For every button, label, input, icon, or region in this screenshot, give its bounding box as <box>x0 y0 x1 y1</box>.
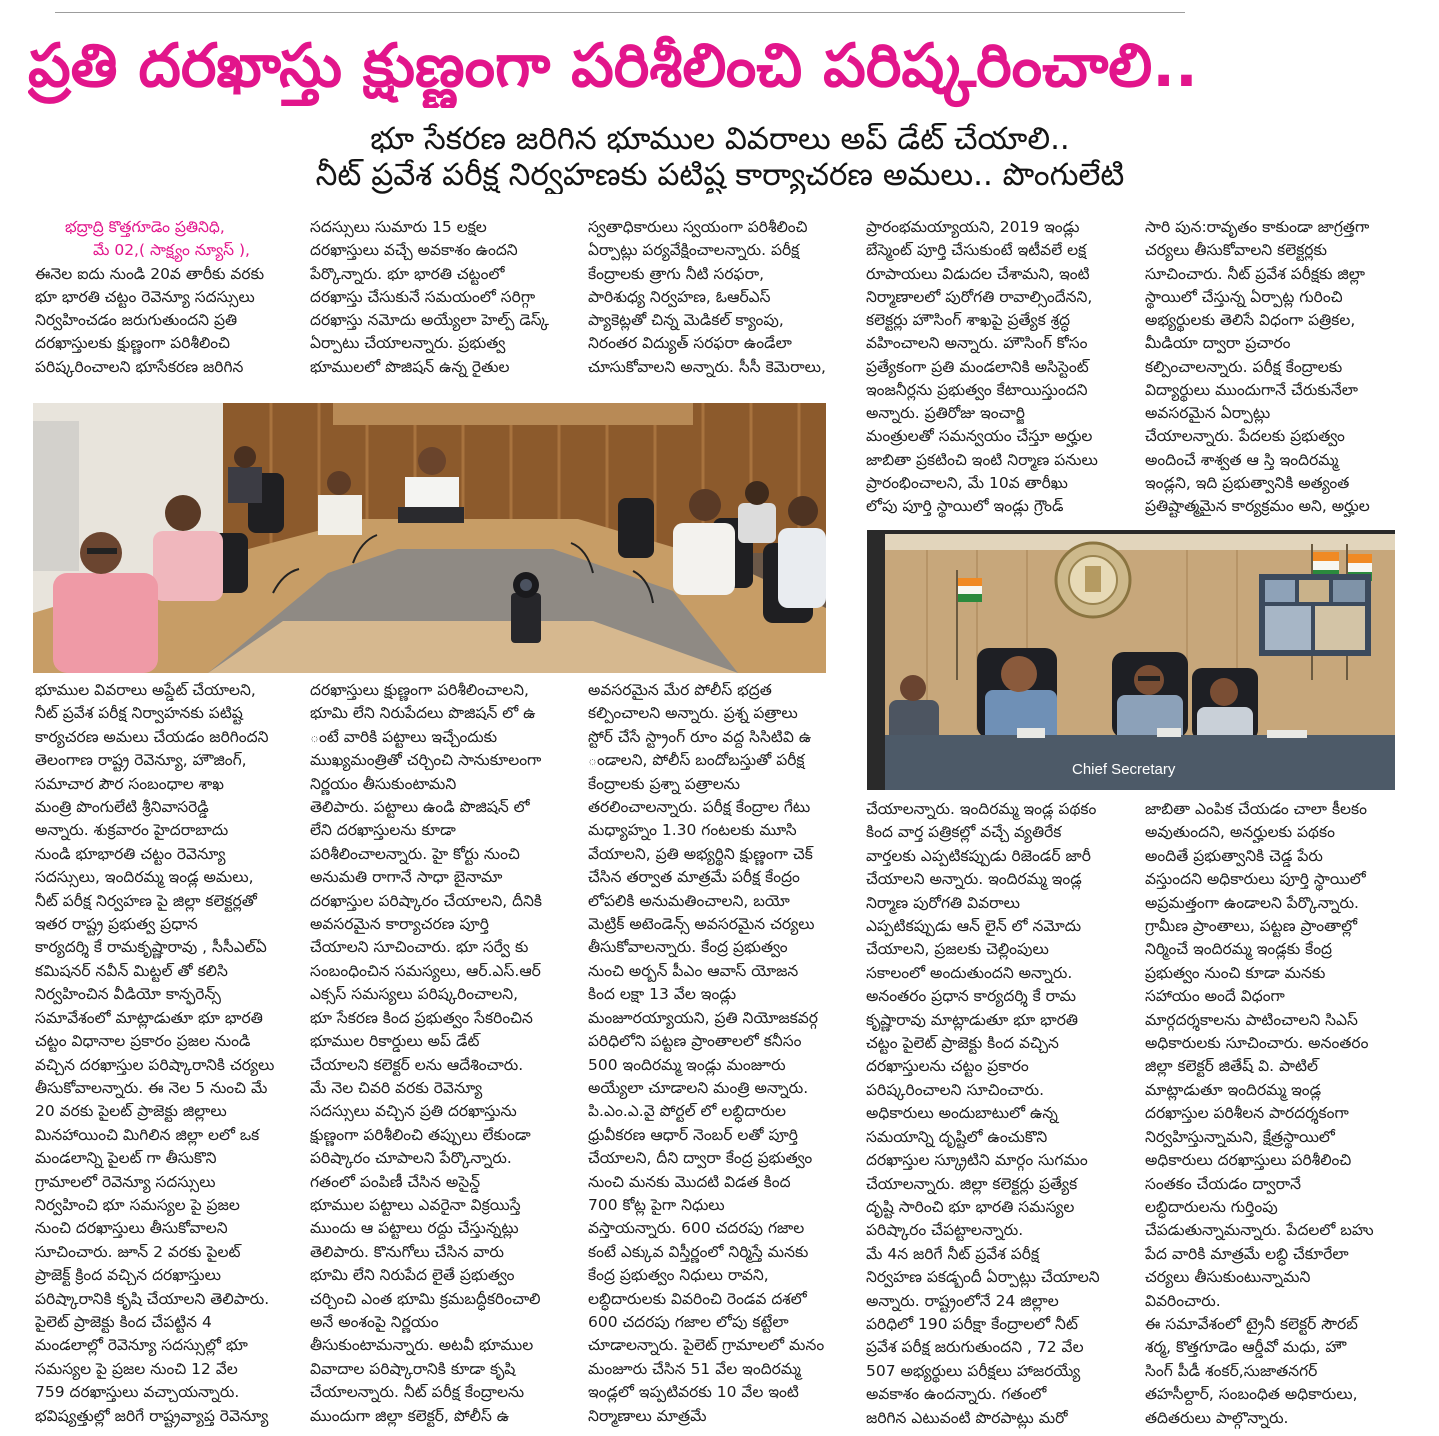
article-line: చేయాలని సూచించారు. భూ సర్వే కు <box>310 938 529 957</box>
ceiling <box>885 534 1395 550</box>
name-board <box>333 403 693 425</box>
article-line: పేద వారికి మాత్రమే లబ్ధి చేకూరేలా <box>1145 1244 1349 1263</box>
article-line: దరఖాస్తు నమోదు అయ్యేలా హెల్ప్ డెస్క్ <box>310 311 549 329</box>
article-line: అవసరమైన కార్యాచరణ పూర్తి <box>310 915 489 934</box>
article-line: స్టోర్ చేసే స్ట్రాంగ్ రూం వద్ద సిసిటివి ఉ <box>588 727 812 746</box>
article-line: గ్రామీణ ప్రాంతాలు, పట్టణ ప్రాంతాల్లో <box>1145 917 1358 936</box>
article-line: నీట్ ప్రవేశ పరీక్ష నిర్వాహనకు పటిష్ట <box>35 704 243 723</box>
column-5-bottom <box>1145 798 1401 1430</box>
article-line: గతంలో పంపిణీ చేసిన అసైన్డ్ <box>310 1172 481 1191</box>
article-line: ఇతర రాష్ట్ర ప్రభుత్వ ప్రధాన <box>35 915 198 934</box>
article-line: వచ్చిన దరఖాస్తుల పరిష్కారానికి చర్యలు <box>35 1055 275 1074</box>
article-line: అన్నారు. రాష్ట్రంలోనే 24 జిల్లాల <box>866 1291 1059 1310</box>
article-line: భూముల పట్టాలు ఎవరైనా విక్రయిస్తే <box>310 1195 521 1214</box>
article-line: 500 ఇందిరమ్మ ఇండ్లు మంజూరు <box>588 1055 786 1074</box>
article-line: స్వతాధికారులు స్వయంగా పరిశీలించి <box>588 218 808 236</box>
article-line: భూమి లేని నిరుపేద లైతే ప్రభుత్వం <box>310 1266 515 1285</box>
article-line: తహసీల్దార్, సంబంధిత అధికారులు, <box>1145 1385 1358 1404</box>
article-line: స్థాయిలో చేస్తున్న ఏర్పాట్ల గురించి <box>1145 287 1343 306</box>
subheadline-2: నీట్ ప్రవేశ పరీక్ష నిర్వహణకు పటిష్ట కార్యాచరణ అమలు.. పొంగులేటి <box>315 157 1125 193</box>
article-line: మంజూరయ్యాయని, ప్రతి నియోజకవర్గ <box>588 1008 818 1027</box>
article-line: జిల్లా కలెక్టర్ జితేష్ వి. పాటిల్ <box>1145 1057 1318 1076</box>
dateline <box>35 216 291 263</box>
column-1-top <box>35 263 291 379</box>
article-line: ఇండ్లని, ఇది ప్రభుత్వానికి అత్యంత <box>1145 473 1350 492</box>
article-line: పారిశుధ్య నిర్వహణ, ఓఆర్ఎస్ <box>588 287 771 306</box>
article-line: సూచించారు. నీట్ ప్రవేశ పరీక్షకు జిల్లా <box>1145 264 1365 283</box>
article-line: భూములలో పొజిషన్ ఉన్న రైతుల <box>310 357 510 376</box>
article-line: కార్యచరణ అమలు చేయడం జరిగిందని <box>35 727 269 746</box>
article-line: భద్రాద్రి కొత్తగూడెం ప్రతినిధి, <box>65 218 225 236</box>
article-line: సింగ్ పీడీ శంకర్,సుజాతనగర్ <box>1145 1361 1318 1380</box>
article-line: చూడాలన్నారు. పైలెట్ గ్రామాలలో మనం <box>588 1336 825 1355</box>
article-line: పరిష్కరించాలని సూచించారు. <box>866 1080 1044 1099</box>
article-line: భవిష్యత్తుల్లో జరిగే రాష్ట్రవ్యాప్త రెవెన్యూ <box>35 1406 269 1425</box>
article-line: ప్రారంభమయ్యాయని, 2019 ఇండ్లు <box>866 218 1080 236</box>
article-line: చర్యలు తీసుకుంటున్నామని <box>1145 1268 1311 1287</box>
article-line: చేయాలని కలెక్టర్ లను ఆదేశించారు. <box>310 1055 524 1074</box>
article-line: ఇంజనీర్లను ప్రభుత్వం కేటాయిస్తుందని <box>866 380 1088 399</box>
article-line: అధికారులు దరఖాస్తులు పరిశీలించి <box>1145 1151 1352 1170</box>
article-line: రూపాయలు విడుదల చేశామని, ఇంటి <box>866 264 1090 283</box>
article-line: తెలంగాణ రాష్ట్ర రెవెన్యూ, హౌజింగ్, <box>35 751 247 770</box>
article-line: సదస్సులు వచ్చిన ప్రతి దరఖాస్తును <box>310 1102 517 1121</box>
article-line: దరఖాస్తులు వచ్చే అవకాశం ఉందని <box>310 241 518 260</box>
article-line: ప్రత్యేకంగా ప్రతి మండలానికి అసిస్టెంట్ <box>866 357 1089 376</box>
article-line: తెలిపారు. కొనుగోలు చేసిన వారు <box>310 1242 504 1261</box>
article-line: కింద వార్త పత్రికల్లో వచ్చే వ్యతిరేక <box>866 823 1062 842</box>
article-line: చర్చించి ఎంత భూమి క్రమబద్ధీకరించాలి <box>310 1289 541 1308</box>
article-line: గ్రామాలలో రెవెన్యూ సదస్సులు <box>35 1172 216 1191</box>
article-line: దరఖాస్తులను చట్టం ప్రకారం <box>866 1057 1029 1076</box>
article-line: తీసుకోవాలన్నారు. కేంద్ర ప్రభుత్వం <box>588 938 788 957</box>
article-line: సమావేశంలో మాట్లాడుతూ భూ భారతి <box>35 1008 263 1027</box>
article-line: చేయాలన్నారు. ఇందిరమ్మ ఇండ్ల పథకం <box>866 800 1097 818</box>
article-line: నుండి భూభారతి చట్టం రెవెన్యూ <box>35 844 226 863</box>
article-line: మే నెల చివరి వరకు రెవెన్యూ <box>310 1078 483 1097</box>
article-line: లేని దరఖాస్తులను కూడా <box>310 821 456 840</box>
article-line: మాట్లాడుతూ ఇందిరమ్మ ఇండ్ల <box>1145 1080 1322 1099</box>
article-line: అవసరమైన మేర పోలీస్ భద్రత <box>588 681 772 699</box>
article-line: ండాలని, పోలీస్ బందోబస్తుతో పరీక్ష <box>588 751 805 770</box>
article-line: తీసుకుంటామన్నారు. అటవీ భూముల <box>310 1336 534 1355</box>
article-line: మంత్రి పొంగులేటి శ్రీనివాసరెడ్డి <box>35 798 209 817</box>
article-line: చేయాలన్నారు. నీట్ పరీక్ష కేంద్రాలను <box>310 1383 525 1402</box>
video-caption: Chief Secretary <box>1072 761 1176 778</box>
article-line: దరఖాస్తులకు క్షుణ్ణంగా పరిశీలించి <box>35 334 230 353</box>
article-line: చేయాలన్నారు. పేదలకు ప్రభుత్వం <box>1145 427 1345 446</box>
article-line: కంటే ఎక్కువ విస్తీర్ణంలో నిర్మిస్తే మనకు <box>588 1242 809 1261</box>
article-line: పరిష్కారం చేపట్టాలన్నారు. <box>866 1221 1024 1240</box>
column-1-bottom <box>35 679 291 1428</box>
article-line: ప్యాకెట్లతో చిన్న మెడికల్ క్యాంపు, <box>588 311 784 329</box>
article-line: కృష్ణారావు మాట్లాడుతూ భూ భారతి <box>866 1010 1079 1029</box>
subheadline-1: భూ సేకరణ జరిగిన భూముల వివరాలు అప్ డేట్ చేయాలి.. <box>370 121 1070 157</box>
article-line: నుంచి అర్బన్ పీఎం ఆవాస్ యోజన <box>588 961 799 980</box>
article-line: మంత్రులతో సమన్వయం చేస్తూ అర్హుల <box>866 427 1093 446</box>
article-line: తెలిపారు. పట్టాలు ఉండి పొజిషన్ లో <box>310 798 530 817</box>
article-line: శర్మ, కొత్తగూడెం ఆర్డీవో మధు, హౌ <box>1145 1338 1347 1357</box>
article-line: నిర్వహిస్తున్నామని, క్షేత్రస్థాయిలో <box>1145 1127 1335 1146</box>
article-line: దరఖాస్తు చేసుకునే సమయంలో సరిగ్గా <box>310 287 536 306</box>
article-line: ధ్రువీకరణ ఆధార్ నెంబర్ లతో పూర్తి <box>588 1125 798 1144</box>
state-emblem <box>1056 543 1130 617</box>
article-line: అధికారులకు సూచించారు. అనంతరం <box>1145 1034 1369 1053</box>
article-line: భూముల రికార్డులు అప్ డేట్ <box>310 1032 480 1051</box>
article-line: నీట్ పరీక్ష నిర్వహణ పై జిల్లా కలెక్టర్లతో <box>35 891 257 910</box>
article-line: ప్రారంభించాలని, మే 10వ తారీఖు <box>866 473 1068 492</box>
article-line: నుంచి మనకు మొదటి విడత కింద <box>588 1172 791 1191</box>
article-line: చట్టం విధానాల ప్రకారం ప్రజల నుండి <box>35 1032 251 1051</box>
article-line: వివరించారు. <box>1145 1291 1221 1310</box>
article-line: జరిగిన ఎటువంటి పొరపాట్లు మరో <box>866 1408 1068 1427</box>
column-2-bottom <box>310 679 566 1428</box>
article-line: ఈనెల ఐదు నుండి 20వ తారీకు వరకు <box>35 264 265 283</box>
article-line: నిర్వహించడం జరుగుతుందని ప్రతి <box>35 311 238 329</box>
headline: ప్రతి దరఖాస్తు క్షుణ్ణంగా పరిశీలించి పరిష్కరించాలి.. <box>28 31 1198 101</box>
article-line: భూమి లేని నిరుపేదలు పొజిషన్ లో ఉ <box>310 704 536 723</box>
article-line: ప్రతిష్టాత్మమైన కార్యక్రమం అని, అర్హుల <box>1145 497 1370 515</box>
article-line: మీడియా ద్వారా ప్రచారం <box>1145 334 1291 353</box>
article-line: క్షుణ్ణంగా పరిశీలించి తప్పులు లేకుండా <box>310 1125 531 1144</box>
column-3-bottom <box>588 679 844 1428</box>
top-rule <box>55 12 1185 13</box>
article-line: నిర్వహించి భూ సమస్యల పై ప్రజల <box>35 1195 240 1214</box>
article-line: ప్రవేశ పరీక్ష జరుగుతుందని , 72 వేల <box>866 1338 1084 1357</box>
article-line: కార్యదర్శి కే రామకృష్ణారావు , సీసీఎల్ఏ <box>35 938 267 957</box>
column-2-top <box>310 216 566 379</box>
article-line: బేస్మెంట్ పూర్తి చేసుకుంటే ఇటీవలే లక్ష <box>866 241 1087 260</box>
article-line: భూ సేకరణ కింద ప్రభుత్వం సేకరించిన <box>310 1008 533 1027</box>
article-line: అన్నారు. ప్రతిరోజు ఇంచార్జి <box>866 404 1025 422</box>
article-line: సూచించారు. జూన్ 2 వరకు పైలట్ <box>35 1242 241 1261</box>
article-line: సమాచార పౌర సంబంధాల శాఖ <box>35 774 225 793</box>
article-line: మే 4న జరిగే నీట్ ప్రవేశ పరీక్ష <box>866 1244 1040 1263</box>
article-line: అయ్యేలా చూడాలని మంత్రి అన్నారు. <box>588 1078 809 1097</box>
article-line: వహించాలని అన్నారు. హౌసింగ్ కోసం <box>866 334 1088 353</box>
article-line: సమయాన్ని దృష్టిలో ఉంచుకొని <box>866 1127 1048 1146</box>
column-4-bottom <box>866 798 1122 1430</box>
article-line: అనే అంశంపై నిర్ణయం <box>310 1312 439 1331</box>
article-line: పరిధిలోని పట్టణ ప్రాంతాలలో కనీసం <box>588 1032 802 1051</box>
article-line: లోపలికి అనుమతించాలని, బయో <box>588 891 790 910</box>
article-line: ప్రభుత్వం నుంచి కూడా మనకు <box>1145 963 1326 982</box>
article-line: పేర్కొన్నారు. భూ భారతి చట్టంలో <box>310 264 505 283</box>
article-line: 700 కోట్ల పైగా నిధులు <box>588 1195 725 1214</box>
article-line: అందితే ప్రభుత్వానికి చెడ్డ పేరు <box>1145 846 1323 865</box>
article-line: నిరంతర విద్యుత్ సరఫరా ఉండేలా <box>588 334 792 353</box>
article-line: అందించే శాశ్వత ఆ స్తి ఇందిరమ్మ <box>1145 450 1339 469</box>
article-line: మే 02,( సాక్ష్యం న్యూస్ ), <box>93 241 250 260</box>
article-line: ముందు ఆ పట్టాలు రద్దు చేస్తున్నట్లు <box>310 1219 519 1238</box>
article-line: మండలాన్ని పైలట్ గా తీసుకొని <box>35 1149 217 1168</box>
article-line: లబ్ధిదారులకు వివరించి రెండవ దశలో <box>588 1289 807 1308</box>
article-line: పరిష్కారానికి కృషి చేయాలని తెలిపారు. <box>35 1289 270 1308</box>
article-line: ఎక్సస్ సమస్యలు పరిష్కరించాలని, <box>310 985 519 1004</box>
article-line: కేంద్రాలకు త్రాగు నీటి సరఫరా, <box>588 264 765 283</box>
article-line: అనంతరం ప్రధాన కార్యదర్శి కే రామ <box>866 987 1077 1006</box>
video-conference-photo <box>867 530 1395 790</box>
article-line: నిర్మాణాలలో పురోగతి రావాల్సిందేనని, <box>866 287 1093 306</box>
inset-screen <box>1259 574 1371 656</box>
article-line: కలెక్టర్లు హౌసింగ్ శాఖపై ప్రత్యేక శ్రద్ధ <box>866 311 1071 329</box>
article-line: జాబితా ఎంపిక చేయడం చాలా కీలకం <box>1145 800 1367 818</box>
article-line: చేసిన తర్వాత మాత్రమే పరీక్ష కేంద్రం <box>588 868 800 887</box>
article-line: నిర్మాణాలు మాత్రమే <box>588 1406 707 1425</box>
article-line: సమస్యల పై ప్రజల నుంచి 12 వేల <box>35 1359 238 1378</box>
article-line: వివాదాల పరిష్కారానికి కూడా కృషి <box>310 1359 516 1378</box>
article-line: కింద లక్షా 13 వేల ఇండ్లు <box>588 985 737 1004</box>
article-line: నిర్మాణ పురోగతి వివరాలు <box>866 893 1020 912</box>
article-line: మెట్రిక్ అటెండెన్స్ అవసరమైన చర్యలు <box>588 915 815 934</box>
article-line: తరలించాలన్నారు. పరీక్ష కేంద్రాల గేటు <box>588 798 811 817</box>
article-line: ముఖ్యమంత్రితో చర్చించి సానుకూలంగా <box>310 751 542 770</box>
article-line: అన్నారు. శుక్రవారం హైదరాబాదు <box>35 821 229 840</box>
article-line: సంబంధించిన సమస్యలు, ఆర్.ఎస్.ఆర్ <box>310 961 541 980</box>
article-line: చేయాలని, దీని ద్వారా కేంద్ర ప్రభుత్వం <box>588 1149 813 1168</box>
column-5-top <box>1145 216 1401 518</box>
article-line: సకాలంలో అందుతుందని అన్నారు. <box>866 963 1073 982</box>
article-line: 759 దరఖాస్తులు వచ్చాయన్నారు. <box>35 1383 240 1402</box>
article-line: అభ్యర్థులకు తెలిసే విధంగా పత్రికల, <box>1145 311 1356 329</box>
article-line: ఏర్పాట్లు పర్యవేక్షించాలన్నారు. పరీక్ష <box>588 241 800 260</box>
article-line: సహాయం అందే విధంగా <box>1145 987 1285 1006</box>
article-line: పరిధిలో 190 పరీక్షా కేంద్రాలలో నీట్ <box>866 1314 1078 1333</box>
article-line: 507 అభ్యర్థులు పరీక్షలు హాజరయ్యే <box>866 1361 1081 1380</box>
article-line: చర్యలు తీసుకోవాలని కలెక్టర్లకు <box>1145 241 1327 260</box>
article-line: నిర్ణయం తీసుకుంటామని <box>310 774 457 793</box>
article-line: ఎప్పటికప్పుడు ఆన్ లైన్ లో నమోదు <box>866 917 1082 936</box>
article-line: అవకాశం ఉందన్నారు. గతంలో <box>866 1385 1047 1404</box>
column-4-top <box>866 216 1122 518</box>
article-line: దరఖాస్తుల పరిశీలన పారదర్శకంగా <box>1145 1104 1349 1123</box>
article-line: నిర్వహణ పకడ్బందీ ఏర్పాట్లు చేయాలని <box>866 1268 1100 1287</box>
article-line: తదితరులు పాల్గొన్నారు. <box>1145 1408 1289 1427</box>
article-line: లోపు పూర్తి స్థాయిలో ఇండ్లు గ్రౌండ్ <box>866 497 1064 515</box>
column-3-top <box>588 216 844 379</box>
article-line: అవుతుందని, అనర్హులకు పథకం <box>1145 823 1335 842</box>
article-line: మండలాల్లో రెవెన్యూ సదస్సుల్లో భూ <box>35 1336 248 1355</box>
article-line: నిర్వహించిన వీడియో కాన్ఫరెన్స్ <box>35 985 221 1004</box>
article-line: కల్పించాలని అన్నారు. ప్రశ్న పత్రాలు <box>588 704 798 723</box>
article-line: సదస్సులు, ఇందిరమ్మ ఇండ్ల అమలు, <box>35 868 254 887</box>
article-line: చేయాలని, ప్రజలకు చెల్లింపులు <box>866 940 1049 959</box>
article-line: మంజూరు చేసిన 51 వేల ఇందిరమ్మ <box>588 1359 801 1378</box>
article-line: పైలెట్ ప్రాజెక్టు కింద చేపట్టిన 4 <box>35 1312 212 1331</box>
article-line: సంతకం చేయడం ద్వారానే <box>1145 1174 1302 1193</box>
article-line: పరిష్కరించాలని భూసేకరణ జరిగిన <box>35 357 244 376</box>
article-line: చేయాలని అన్నారు. ఇందిరమ్మ ఇండ్ల <box>866 870 1082 889</box>
article-line: ఈ సమావేశంలో ట్రైనీ కలెక్టర్ సౌరబ్ <box>1145 1314 1358 1333</box>
article-line: చేపడుతున్నామన్నారు. పేదలలో బహు <box>1145 1221 1374 1240</box>
article-line: సదస్సులు సుమారు 15 లక్షల <box>310 218 487 236</box>
article-line: నుంచి దరఖాస్తులు తీసుకోవాలని <box>35 1219 228 1238</box>
article-line: అప్రమత్తంగా ఉండాలని పేర్కొన్నారు. <box>1145 893 1359 912</box>
article-line: చేయాలన్నారు. జిల్లా కలెక్టర్లు ప్రత్యేక <box>866 1174 1078 1193</box>
article-line: పరిష్కారం చూపాలని పేర్కొన్నారు. <box>310 1149 512 1168</box>
video-camera <box>511 572 541 643</box>
article-line: జాబితా ప్రకటించి ఇంటి నిర్మాణ పనులు <box>866 450 1098 469</box>
article-line: మినహాయించి మిగిలిన జిల్లా లలో ఒక <box>35 1125 260 1144</box>
article-line: 20 వరకు పైలట్ ప్రాజెక్టు జిల్లాలు <box>35 1102 227 1121</box>
article-line: లబ్ధిదారులను గుర్తింపు <box>1145 1197 1278 1216</box>
article-line: నిర్మించే ఇందిరమ్మ ఇండ్లకు కేంద్ర <box>1145 940 1333 959</box>
window-blinds <box>33 421 79 571</box>
article-line: చట్టం పైలెట్ ప్రాజెక్టు కింద వచ్చిన <box>866 1034 1059 1053</box>
article-line: కేంద్రాలకు ప్రశ్నా పత్రాలను <box>588 774 740 793</box>
article-line: సారి పున:రావృతం కాకుండా జాగ్రత్తగా <box>1145 218 1370 236</box>
article-line: ంటే వారికి పట్టాలు ఇచ్చేందుకు <box>310 727 498 746</box>
conference-hall-photo <box>33 403 826 673</box>
article-line: తీసుకోవాలన్నారు. ఈ నెల 5 నుంచి మే <box>35 1078 268 1097</box>
article-line: వస్తాయన్నారు. 600 చదరపు గజాల <box>588 1219 805 1238</box>
article-line: అనుమతి రాగానే సాధా బైనామా <box>310 868 503 887</box>
article-line: భూ భారతి చట్టం రెవెన్యూ సదస్సులు <box>35 287 255 306</box>
desk-monitor <box>398 507 464 523</box>
article-line: అధికారులు అందుబాటులో ఉన్న <box>866 1104 1058 1123</box>
article-line: చూసుకోవాలని అన్నారు. సీసీ కెమెరాలు, <box>588 357 826 376</box>
article-line: దృష్టి సారించి భూ భారతి సమస్యల <box>866 1197 1075 1216</box>
article-line: దరఖాస్తులు క్షుణ్ణంగా పరిశీలించాలని, <box>310 681 529 699</box>
article-line: ప్రాజెక్ట్ క్రింద వచ్చిన దరఖాస్తులు <box>35 1266 222 1285</box>
article-line: దరఖాస్తుల స్క్రూటిని మార్గం సుగమం <box>866 1151 1088 1170</box>
article-line: వేయాలని, ప్రతి అభ్యర్థిని క్షుణ్ణంగా చెక్ <box>588 844 813 863</box>
article-line: కల్పించాలన్నారు. పరీక్ష కేంద్రాలకు <box>1145 357 1343 376</box>
article-line: ఏర్పాటు చేయాలన్నారు. ప్రభుత్వ <box>310 334 506 353</box>
article-line: వస్తుందని అధికారులు పూర్తి స్థాయిలో <box>1145 870 1366 889</box>
article-line: పరిశీలించాలన్నారు. హై కోర్టు నుంచి <box>310 844 520 863</box>
article-line: పి.ఎం.ఎ.వై పోర్టల్ లో లబ్ధిదారుల <box>588 1102 787 1121</box>
article-line: ముందుగా జిల్లా కలెక్టర్, పోలీస్ ఉ <box>310 1406 510 1425</box>
article-line: వార్తలకు ఎప్పటికప్పుడు రిజెండర్ జారీ <box>866 846 1091 865</box>
article-line: కేంద్ర ప్రభుత్వం నిధులు రావని, <box>588 1266 769 1285</box>
article-line: మధ్యాహ్నం 1.30 గంటలకు మూసి <box>588 821 797 840</box>
article-line: ఇండ్లలో ఇప్పటివరకు 10 వేల ఇంటి <box>588 1383 799 1402</box>
article-line: భూముల వివరాలు అప్డేట్ చేయాలని, <box>35 681 256 699</box>
article-line: మార్గదర్శకాలను పాటించాలని సిఎస్ <box>1145 1010 1358 1029</box>
article-line: 600 చదరపు గజాల లోపు కట్టేలా <box>588 1312 789 1331</box>
article-line: విద్యార్థులు ముందుగానే చేరుకునేలా <box>1145 380 1358 399</box>
article-line: అవసరమైన ఏర్పాట్లు <box>1145 404 1271 422</box>
article-line: దరఖాస్తుల పరిష్కారం చేయాలని, దీనికి <box>310 891 543 910</box>
article-line: కమిషనర్ నవీన్ మిట్టల్ తో కలిసి <box>35 961 228 980</box>
